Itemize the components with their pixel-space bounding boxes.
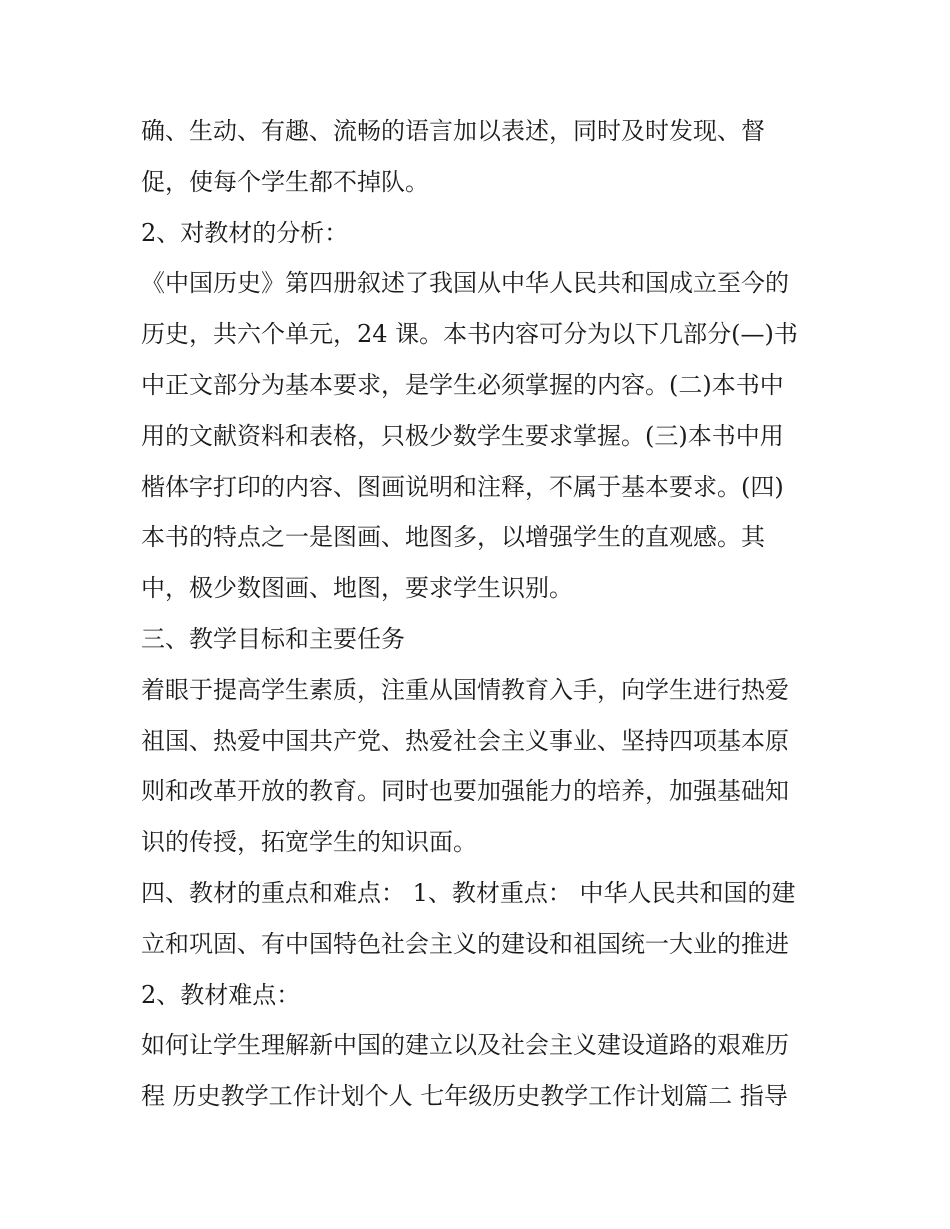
- text-line-7: 用的文献资料和表格，只极少数学生要求掌握。(三)本书中用: [141, 421, 784, 450]
- text-line-5: 历史，共六个单元，24 课。本书内容可分为以下几部分(—)书: [141, 320, 798, 349]
- text-line-18: 2、教材难点：: [141, 980, 301, 1009]
- text-line-20: 程 历史教学工作计划个人 七年级历史教学工作计划篇二 指导: [141, 1082, 788, 1111]
- text-line-15: 识的传授，拓宽学生的知识面。: [141, 828, 477, 857]
- text-line-8: 楷体字打印的内容、图画说明和注释，不属于基本要求。(四): [141, 472, 784, 501]
- text-line-11: 三、教学目标和主要任务: [141, 624, 405, 653]
- text-line-16: 四、教材的重点和难点： 1、教材重点： 中华人民共和国的建: [141, 878, 796, 907]
- text-line-10: 中，极少数图画、地图，要求学生识别。: [141, 574, 573, 603]
- text-line-2: 促，使每个学生都不掉队。: [141, 167, 429, 196]
- text-line-6: 中正文部分为基本要求，是学生必须掌握的内容。(二)本书中: [141, 370, 784, 399]
- text-line-3: 2、对教材的分析：: [141, 218, 349, 247]
- document-body: [141, 106, 831, 1122]
- text-line-17: 立和巩固、有中国特色社会主义的建设和祖国统一大业的推进: [141, 929, 789, 958]
- text-line-4: 《中国历史》第四册叙述了我国从中华人民共和国成立至今的: [141, 269, 789, 298]
- text-line-9: 本书的特点之一是图画、地图多，以增强学生的直观感。其: [141, 523, 765, 552]
- text-line-1: 确、生动、有趣、流畅的语言加以表述，同时及时发现、督: [141, 117, 765, 145]
- text-line-12: 着眼于提高学生素质，注重从国情教育入手，向学生进行热爱: [141, 675, 789, 704]
- text-line-13: 祖国、热爱中国共产党、热爱社会主义事业、坚持四项基本原: [141, 726, 789, 755]
- text-line-14: 则和改革开放的教育。同时也要加强能力的培养，加强基础知: [141, 777, 789, 806]
- text-line-19: 如何让学生理解新中国的建立以及社会主义建设道路的艰难历: [141, 1031, 789, 1060]
